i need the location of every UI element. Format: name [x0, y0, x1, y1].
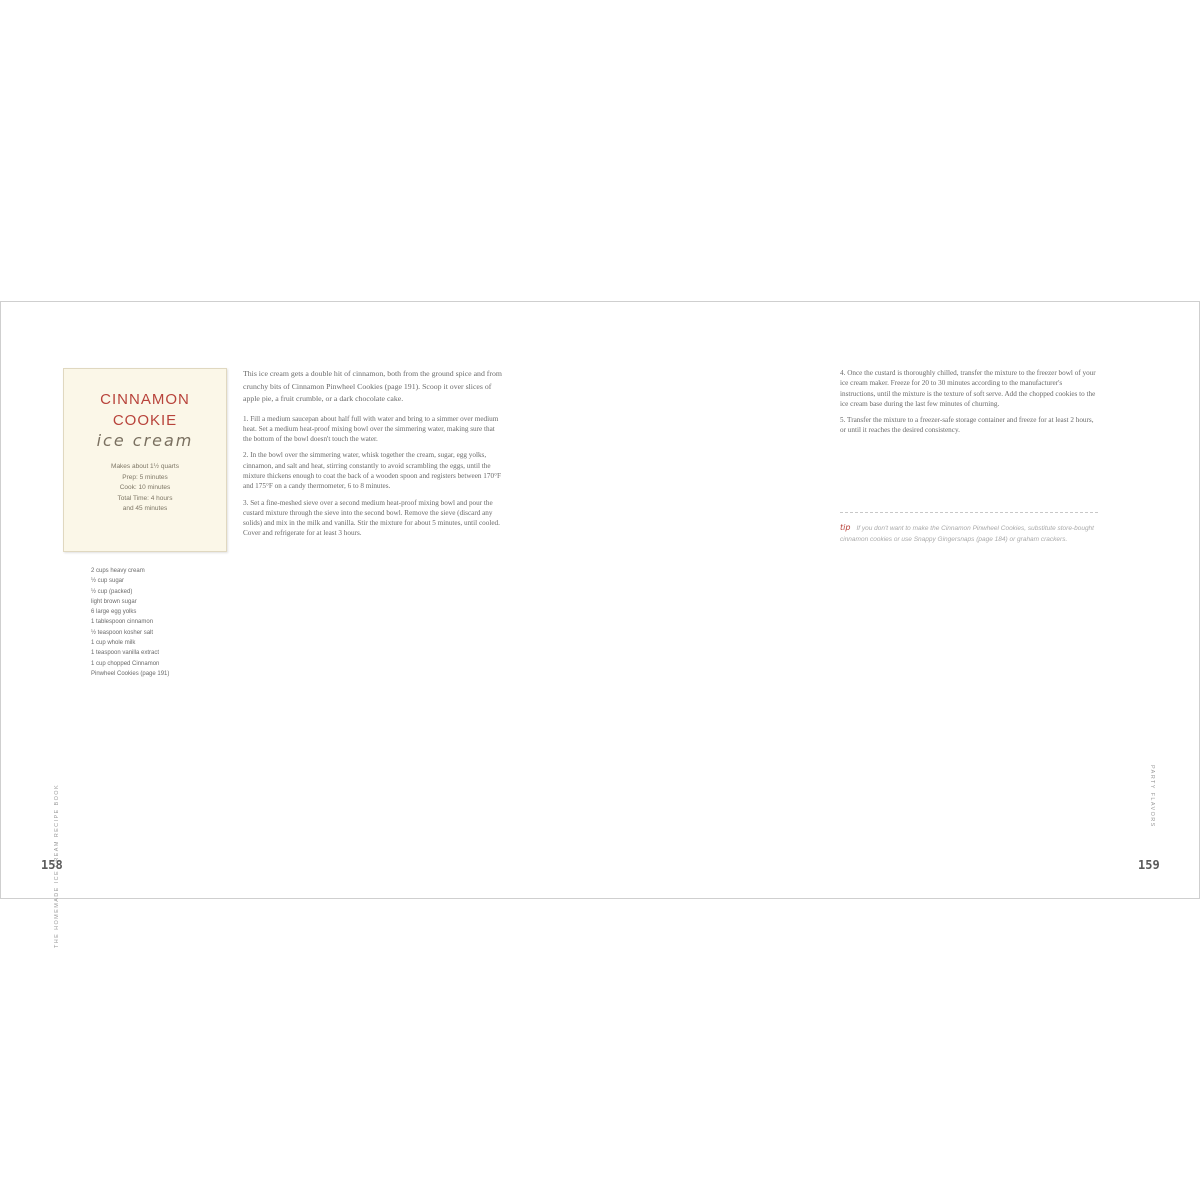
- recipe-title-line-2: COOKIE: [112, 412, 178, 429]
- ingredient-item: Pinwheel Cookies (page 191): [91, 670, 170, 677]
- total-time-line-continued: and 45 minutes: [122, 505, 168, 512]
- ingredient-item: 2 cups heavy cream: [91, 568, 145, 574]
- book-spread: [0, 301, 1200, 948]
- method-column-left: [243, 368, 505, 545]
- method-step-4: 4. Once the custard is thoroughly chilled, transfer the mixture to the freezer bowl of your ice cream maker. Freeze for 20 to 30 minutes according to the manufacturer's instructions, until the mixture is the texture of soft serve. Add the chopped cookies to the ice cream base during the last few minutes of churning.: [840, 369, 1096, 408]
- running-head-right: PARTY FLAVORS: [1149, 765, 1155, 828]
- cook-time-line: Cook: 10 minutes: [119, 484, 171, 491]
- recipe-title-card: [63, 368, 227, 552]
- ingredient-item: ½ cup sugar: [91, 578, 125, 585]
- yield-line: Makes about 1½ quarts: [111, 463, 179, 470]
- tip-box: [840, 512, 1098, 545]
- method-column-right: [840, 368, 1098, 442]
- recipe-yield-times: [64, 462, 226, 515]
- recipe-subtitle: ice cream: [96, 431, 194, 450]
- page-number-left: 158: [41, 858, 63, 872]
- ingredient-item: 1 cup whole milk: [91, 640, 136, 647]
- ingredient-item: 6 large egg yolks: [91, 609, 137, 616]
- method-step-3: 3. Set a fine-meshed sieve over a second medium heat-proof mixing bowl and pour the custard mixture through the sieve into the second bowl. Remove the sieve (discard any solids) and mix in the milk and vanilla. Stir the mixture for about 5 minutes, until cooled. Cover and refrigerate for at least 3 hours.: [243, 498, 500, 538]
- method-step-1: 1. Fill a medium saucepan about half full with water and bring to a simmer over medium heat. Set a medium heat-proof mixing bowl over the simmering water, making sure that the bottom of the bowl doesn't touch the water.: [243, 414, 499, 444]
- ingredient-item: light brown sugar: [91, 598, 137, 605]
- recipe-intro: This ice cream gets a double hit of cinnamon, both from the ground spice and from crunchy bits of Cinnamon Pinwheel Cookies (page 191). Scoop it over slices of apple pie, a fruit crumble, or a dark chocolate cake.: [243, 369, 502, 403]
- ingredient-item: 1 tablespoon cinnamon: [91, 619, 154, 626]
- method-step-5: 5. Transfer the mixture to a freezer-safe storage container and freeze for at least 2 hours, or until it reaches the desired consistency.: [840, 416, 1094, 435]
- tip-text: If you don't want to make the Cinnamon Pinwheel Cookies, substitute store-bought cinnamon cookies or use Snappy Gingersnaps (page 184) or graham crackers.: [840, 525, 1094, 543]
- page-number-right: 159: [1138, 858, 1160, 872]
- prep-time-line: Prep: 5 minutes: [122, 473, 168, 481]
- recipe-title: [64, 389, 226, 431]
- ingredient-list: [91, 566, 231, 679]
- ingredient-item: 1 teaspoon vanilla extract: [91, 650, 160, 657]
- recipe-title-line-1: CINNAMON: [100, 391, 190, 408]
- method-step-2: 2. In the bowl over the simmering water, whisk together the cream, sugar, egg yolks, cinnamon, and salt and heat, stirring constantly to avoid scrambling the eggs, until the mixture thickens enough to coat the back of a wooden spoon and registers between 170°F and 175°F on a candy thermometer, 6 to 8 minutes.: [243, 451, 501, 491]
- ingredient-item: ½ teaspoon kosher salt: [91, 629, 154, 636]
- total-time-line: Total Time: 4 hours: [117, 494, 173, 502]
- running-head-left: THE HOMEMADE ICE CREAM RECIPE BOOK: [54, 783, 60, 948]
- ingredient-item: ½ cup (packed): [91, 588, 133, 595]
- tip-label: tip: [840, 523, 851, 532]
- ingredient-item: 1 cup chopped Cinnamon: [91, 660, 160, 667]
